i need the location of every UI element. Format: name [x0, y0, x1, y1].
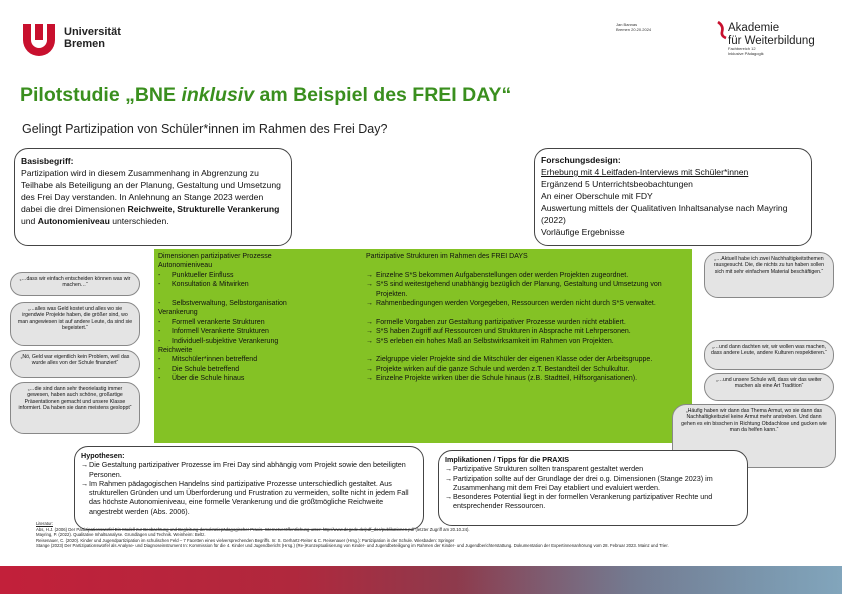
table-row: - Die Schule betreffend → Projekte wirken auf die ganze Schule und werden z.T. Bestandteil der Schulkultur.: [158, 365, 630, 373]
row-dimension: Konsultation & Mitwirken: [172, 281, 249, 289]
row-dimension: Die Schule betreffend: [172, 365, 240, 373]
hypothesen-box: [74, 446, 424, 530]
quote-bubble: „…dass wir einfach entscheiden können was wir machen…“: [10, 272, 140, 296]
section-autonomie: [158, 261, 688, 270]
table-row: - Konsultation & Mitwirken → S*S sind weitestgehend unabhängig bezüglich der Planung, Gestaltung und Umsetzung von Projekten.: [158, 280, 688, 299]
row-dimension: Selbstverwaltung, Selbstorganisation: [172, 300, 287, 308]
arrow-right-icon: →: [445, 473, 453, 483]
quote-bubble: „…Aktuell habe ich zwei Nachhaltigkeitsthemen rausgesucht. Die, die nichts zu tun haben sollen sich mit sehr einfachem Material beschäftigen.“: [704, 252, 834, 298]
arrow-right-icon: →: [366, 281, 373, 289]
hypothesen-heading: Hypothesen:: [81, 451, 125, 460]
section-verankerung: [158, 308, 688, 317]
subtitle: Gelingt Partizipation von Schüler*innen im Rahmen des Frei Day?: [22, 122, 388, 136]
table-row: - Formell verankerte Strukturen → Formelle Vorgaben zur Gestaltung partizipativer Prozesse wurden nicht etabliert.: [158, 318, 626, 326]
quote-bubble: „Häufig haben wir dann das Thema Armut, wo sie dann das Nachhaltigkeitsziel keine Armut mehr anstreben. Und dann gehen es ein bisschen in Richtung Obdachlose und gucken wie man da helfen kann.“: [672, 404, 836, 468]
uni-name-line2: Bremen: [64, 38, 105, 50]
table-head-right: Partizipative Strukturen im Rahmen des FREI DAYS: [366, 253, 528, 260]
dimensionen-table: [154, 249, 692, 443]
arrow-right-icon: →: [366, 356, 373, 364]
list-item: → Besonderes Potential liegt in der formellen Verankerung partizipativer Rechte und entsprechender Ressourcen.: [445, 492, 713, 511]
arrow-right-icon: →: [366, 337, 373, 345]
section-label: Verankerung: [158, 309, 198, 317]
author-info: [616, 22, 651, 32]
arrow-right-icon: →: [366, 328, 373, 336]
uni-name-line1: Universität: [64, 26, 121, 38]
table-row: - Selbstverwaltung, Selbstorganisation → Rahmenbedingungen werden Vorgegeben, Ressourcen werden nicht durch S*S verwaltet.: [158, 300, 656, 308]
inklusive-paedagogik: Inklusive Pädagogik: [728, 51, 764, 56]
title-part1: Pilotstudie „BNE: [20, 84, 182, 106]
title-part2: am Beispiel des FREI DAY“: [254, 84, 512, 106]
table-row: - Informell Verankerte Strukturen → S*S haben Zugriff auf Ressourcen und Strukturen in Absprache mit Lehrpersonen.: [158, 328, 631, 336]
place-date: Bremen 20.20.2024: [616, 27, 652, 32]
quote-bubble: „…und unsere Schule will, dass wir das weiter machen als eine Art Tradition“: [704, 373, 834, 401]
uni-bremen-name: [64, 26, 121, 50]
forschung-line1: Erhebung mit 4 Leitfaden-Interviews mit Schüler*innen: [541, 167, 749, 177]
quote-bubble: „Nö, Geld war eigentlich kein Problem, weil das wurde alles von der Schule finanziert“: [10, 350, 140, 378]
forschung-line2: Ergänzend 5 Unterrichtsbeobachtungen: [541, 179, 693, 189]
akad-name-line2: für Weiterbildung: [728, 35, 815, 47]
forschung-line3: An einer Oberschule mit FDY: [541, 191, 653, 201]
basis-text: Partizipation wird in diesem Zusammenhang in Abgrenzung zu Teilhabe als Beteiligung an der Planung, Gestaltung und Umsetzung des Frei Day verstanden. In Anlehnung an Stange 2023 werden dabei die drei Dimensionen Reichweite, Strukturelle Verankerung und Autonomieniveau unterschieden.: [21, 168, 281, 226]
literatur-heading: Literatur:: [36, 521, 53, 526]
list-item: → Partizipation sollte auf der Grundlage der drei o.g. Dimensionen (Stange 2023) im Zusammenhang mit dem Frei Day etabliert und evaluiert werden.: [445, 473, 713, 492]
basis-heading: Basisbegriff:: [21, 156, 74, 166]
literatur-item: Mayring, P. (2022). Qualitative Inhaltsanalyse. Grundlagen und Technik. Weinheim: Beltz.: [36, 532, 206, 538]
basisbegriff-box: [14, 148, 292, 246]
row-structure: Projekte wirken auf die ganze Schule und werden z.T. Bestandteil der Schulkultur.: [376, 365, 630, 373]
author-name: Jan Bannas: [616, 22, 638, 27]
row-dimension: Über die Schule hinaus: [172, 375, 245, 383]
section-reichweite: [158, 346, 688, 355]
implikationen-box: [438, 450, 748, 526]
table-row: - Mitschüler*innen betreffend → Zielgruppe vieler Projekte sind die Mitschüler der eigenen Klasse oder der Arbeitsgruppe.: [158, 356, 653, 364]
literatur-item: Reisenauer, C. (2020). Kinder und Jugendpartizipation im schulischen Feld – 7 Facetten eines vielversprechenden Begriffs. In: S. Gerhartz-Reiter & C. Reisenauer (Hrsg.): Partizipation in der Schule. Wiesbaden: Springer: [36, 537, 455, 543]
row-dimension: Mitschüler*innen betreffend: [172, 356, 258, 364]
row-dimension: Punktueller Einfluss: [172, 271, 234, 279]
quote-bubble: „…und dann dachten wir, wir wollen was machen, dass andere Leute, andere Kulturen respektieren.“: [704, 340, 834, 370]
arrow-right-icon: →: [366, 300, 373, 308]
row-structure: Formelle Vorgaben zur Gestaltung partizipativer Prozesse wurden nicht etabliert.: [376, 318, 626, 326]
row-dimension: Individuell-subjektive Verankerung: [172, 337, 279, 345]
row-dimension: Informell Verankerte Strukturen: [172, 328, 269, 336]
fachbereich-info: [728, 46, 764, 56]
akad-name-line1: Akademie: [728, 22, 780, 34]
arrow-right-icon: →: [445, 492, 453, 502]
implikationen-heading: Implikationen / Tipps für die PRAXIS: [445, 455, 570, 464]
arrow-right-icon: →: [366, 271, 373, 279]
section-label: Reichweite: [158, 347, 193, 355]
list-item: → Im Rahmen pädagogischen Handelns sind partizipative Prozesse unterschiedlich gestaltet. Aus strukturellen Gründen und um Überforderung und Frustration zu vermeiden, sollte nicht in jedem Fall das höchste Autonomieniveau, eine formelle Verankerung und die größtmögliche Reichweite angestrebt werden (Abs. 2006).: [81, 478, 409, 516]
forschung-line5: Vorläufige Ergebnisse: [541, 227, 625, 237]
arrow-right-icon: →: [81, 478, 89, 488]
row-dimension: Formell verankerte Strukturen: [172, 318, 265, 326]
forschung-heading: Forschungsdesign:: [541, 155, 621, 165]
fachbereich: Fachbereich 12: [728, 46, 756, 51]
row-structure: Zielgruppe vieler Projekte sind die Mitschüler der eigenen Klasse oder der Arbeitsgruppe.: [376, 356, 653, 364]
table-row: - Punktueller Einfluss → Einzelne S*S bekommen Aufgabenstellungen oder werden Projekten zugeordnet.: [158, 271, 629, 279]
literatur-item: Stange (2023) Der Partizipationswürfel als Analyse- und Diagnoseinstrument In: Kommission für die 4. Kinder und Jugendbericht (Hrsg.) (Re-)Konzeptualisierung von Kinder- und Jugendbeteiligung im Rahmen der Kinder- und Jugendberichterstattung. Dokumentation der Expertinnenanhörung vom 28. Februar 2023. Mainz und Trier.: [36, 543, 669, 549]
arrow-right-icon: →: [366, 375, 373, 383]
akademie-name: [728, 22, 815, 48]
forschung-line4: Auswertung mittels der Qualitativen Inhaltsanalyse nach Mayring (2022): [541, 203, 788, 225]
forschungsdesign-box: [534, 148, 812, 246]
row-structure: Einzelne S*S bekommen Aufgabenstellungen oder werden Projekten zugeordnet.: [376, 271, 629, 279]
section-label: Autonomieniveau: [158, 262, 213, 270]
arrow-right-icon: →: [445, 464, 453, 474]
arrow-right-icon: →: [366, 365, 373, 373]
quote-bubble: „…die sind dann sehr theorielastig immer gewesen, haben auch schöne, großartige Präsentationen gemacht und unsere Klasse informiert. Da haben sie dann meistens gesloppt“: [10, 382, 140, 434]
title-italic: inklusiv: [181, 84, 255, 106]
row-structure: Rahmenbedingungen werden Vorgegeben, Ressourcen werden nicht durch S*S verwaltet.: [376, 300, 656, 308]
literatur-item: Abs, H.J. (2006) Der Partizipationswürfel Ein Modell zur Beobachtung und Begleitung demokratiepädagogischer Praxis. Internetveröffentlichung unter: http://www.degede.de/pdf_doc/publikationen.pdf (letzter Zugriff am 20.10.24).: [36, 526, 470, 532]
footer-bar: [0, 566, 842, 594]
page-title: [20, 84, 511, 107]
row-structure: S*S haben Zugriff auf Ressourcen und Strukturen in Absprache mit Lehrpersonen.: [376, 328, 631, 336]
arrow-right-icon: →: [81, 460, 89, 470]
uni-bremen-logo: [20, 20, 140, 60]
row-structure: Einzelne Projekte wirken über die Schule hinaus (z.B. Stadtteil, Hilfsorganisationen).: [376, 375, 638, 383]
quote-bubble: „…alles was Geld kostet und alles wo sie irgendwie Projekte haben, die größer sind, wo man angewiesen ist auf andere Leute, da sind sie begeistert.“: [10, 302, 140, 346]
list-item: → Die Gestaltung partizipativer Prozesse im Frei Day sind abhängig vom Projekt sowie den beteiligten Personen.: [81, 460, 406, 479]
table-row: - Über die Schule hinaus → Einzelne Projekte wirken über die Schule hinaus (z.B. Stadtteil, Hilfsorganisationen).: [158, 375, 638, 383]
arrow-right-icon: →: [366, 318, 373, 326]
row-structure: S*S sind weitestgehend unabhängig bezüglich der Planung, Gestaltung und Umsetzung von Projekten.: [376, 281, 662, 298]
table-row: - Individuell-subjektive Verankerung → S*S erleben ein hohes Maß an Selbstwirksamkeit im Rahmen von Projekten.: [158, 337, 614, 345]
uni-bremen-mark-icon: [20, 20, 58, 58]
list-item: → Partizipative Strukturen sollten transparent gestaltet werden: [445, 464, 644, 474]
table-head-left: Dimensionen partizipativer Prozesse: [158, 253, 272, 260]
table-header-row: [158, 252, 688, 261]
row-structure: S*S erleben ein hohes Maß an Selbstwirksamkeit im Rahmen von Projekten.: [376, 337, 614, 345]
literatur: [36, 521, 836, 549]
